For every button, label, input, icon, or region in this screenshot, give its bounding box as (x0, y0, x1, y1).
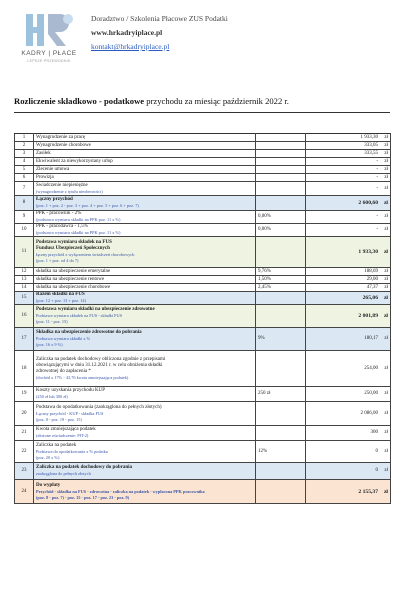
row-number: 19 (15, 387, 34, 402)
row-amount: 2 155,37 (358, 488, 378, 495)
row-amount-cell (306, 284, 391, 292)
row-rate (256, 351, 306, 387)
row-rate (256, 166, 306, 174)
row-description (34, 276, 256, 284)
row-amount: - (376, 166, 378, 172)
currency-label: zł (384, 410, 388, 416)
row-rate (256, 402, 306, 426)
row-number: 22 (15, 441, 34, 463)
row-label: składka na ubezpieczenie rentowe (36, 276, 105, 282)
row-number: 13 (15, 276, 34, 284)
currency-label: zł (384, 468, 388, 473)
currency-label: zł (383, 200, 388, 206)
row-description (34, 328, 256, 351)
row-formula: (poz. 12 + poz. 13 + poz. 14) (36, 298, 86, 303)
row-amount: - (376, 158, 378, 164)
row-amount-cell (306, 387, 391, 402)
table-row (15, 463, 391, 480)
row-amount: 188,69 (364, 268, 378, 274)
table-row (15, 351, 391, 387)
table-row (15, 142, 391, 150)
row-amount-cell (306, 441, 391, 463)
row-number: 18 (15, 351, 34, 387)
row-label-2: Fundusz Ubezpieczeń Społecznych (36, 246, 110, 251)
row-number: 8 (15, 196, 34, 211)
title-divider (14, 112, 390, 113)
row-description (34, 351, 256, 387)
row-description (34, 463, 256, 480)
row-description (34, 158, 256, 166)
table-row (15, 150, 391, 158)
currency-label: zł (384, 174, 388, 180)
row-amount: 300 (370, 430, 378, 435)
row-amount-cell (306, 328, 391, 351)
row-number: 14 (15, 284, 34, 292)
row-amount: 254,00 (364, 365, 378, 371)
row-amount: 2 001,89 (358, 313, 378, 319)
row-amount: 250,00 (364, 391, 378, 396)
calculation-table (14, 133, 391, 504)
row-number: 20 (15, 402, 34, 426)
row-number: 17 (15, 328, 34, 351)
row-number: 15 (15, 292, 34, 305)
row-amount: 0 (375, 468, 378, 473)
row-label: Razem składki na FUS (36, 292, 85, 297)
row-formula-2: (poz. 20 x %) (36, 454, 60, 460)
row-rate (256, 134, 306, 142)
row-number: 7 (15, 182, 34, 196)
row-label: Zaliczka na podatek dochodowy obliczona zgodnie z przepisami (36, 356, 166, 362)
document-title (14, 96, 394, 106)
row-amount-cell (306, 305, 391, 328)
row-amount-cell (306, 142, 391, 150)
currency-label: zł (384, 276, 388, 282)
row-rate (256, 426, 306, 441)
row-description (34, 387, 256, 402)
row-amount-cell (306, 268, 391, 276)
row-number: 16 (15, 305, 34, 328)
row-number: 6 (15, 174, 34, 182)
row-label: składka na ubezpieczenie emerytalne (36, 268, 111, 274)
table-row (15, 328, 391, 351)
row-number: 23 (15, 463, 34, 480)
row-formula: (podstawa wymiaru składki na PPK poz. 11 x %) (36, 217, 121, 222)
row-formula: Podstawa do opodatkowania x % podatku (36, 448, 108, 454)
table-row (15, 387, 391, 402)
row-amount-cell (306, 134, 391, 142)
row-amount: 265,06 (362, 295, 378, 301)
table-row (15, 276, 391, 284)
row-amount: 2 086,00 (360, 410, 378, 416)
email-link[interactable]: kontakt@hrkadryiplace.pl (91, 42, 170, 51)
row-number: 24 (15, 480, 34, 504)
row-amount: 333,05 (364, 142, 378, 148)
row-formula-2: (poz. 11 - poz. 15) (36, 319, 68, 324)
row-label: Zaliczka na podatek dochodowy do pobrania (36, 465, 132, 470)
currency-label: zł (384, 268, 388, 274)
row-label: Podstawa wymiaru składek na FUS (36, 240, 112, 245)
table-row (15, 224, 391, 237)
row-formula-2: (poz. 1 + poz. od 4 do 7) (36, 258, 79, 263)
row-number: 1 (15, 134, 34, 142)
header (14, 10, 394, 68)
table-row (15, 441, 391, 463)
row-amount-cell (306, 174, 391, 182)
row-amount-cell (306, 150, 391, 158)
currency-label: zł (384, 227, 388, 232)
row-label: Łączny przychód (36, 197, 73, 202)
row-amount-cell (306, 158, 391, 166)
row-description (34, 142, 256, 150)
row-formula-2: (poz. 8 - poz. 7) - poz. 15 - poz. 17 - poz. 23 - poz. 9) (36, 494, 130, 500)
table-row (15, 268, 391, 276)
table-row (15, 166, 391, 174)
row-rate: 0,00% (256, 224, 306, 237)
row-amount: - (376, 174, 378, 180)
currency-label: zł (384, 284, 388, 290)
logo-wordmark: KADRY | PŁACE (21, 50, 77, 57)
currency-label: zł (384, 150, 388, 156)
row-description (34, 211, 256, 224)
row-formula: (podstawa wymiaru składki na PPK poz. 11 x %) (36, 230, 121, 235)
row-description (34, 166, 256, 174)
row-number: 12 (15, 268, 34, 276)
row-amount-cell (306, 166, 391, 174)
row-label: Kwota zmniejszająca podatek (36, 427, 96, 432)
table-row (15, 305, 391, 328)
row-description (34, 480, 256, 504)
row-amount: 333,55 (364, 150, 378, 156)
row-label: Wynagrodzenie za pracę (36, 134, 86, 140)
row-rate (256, 196, 306, 211)
row-rate (256, 174, 306, 182)
row-description (34, 305, 256, 328)
row-amount: - (376, 185, 378, 191)
currency-label: zł (384, 166, 388, 172)
row-description (34, 196, 256, 211)
currency-label: zł (383, 295, 388, 301)
row-label: Wynagrodzenie chorobowe (36, 142, 91, 148)
row-label: Ekwiwalent za niewykorzystany urlop (36, 158, 113, 164)
row-amount: 47,37 (366, 284, 378, 290)
row-description (34, 426, 256, 441)
row-description (34, 441, 256, 463)
row-label: Zlecenie umowa (36, 166, 70, 172)
row-number: 4 (15, 158, 34, 166)
row-label: Zaliczka na podatek (36, 442, 77, 448)
row-number: 2 (15, 142, 34, 150)
table-row (15, 284, 391, 292)
row-formula-2: (poz. 16 x 9 %) (36, 342, 63, 347)
row-rate (256, 305, 306, 328)
row-rate: 9% (256, 328, 306, 351)
table-row (15, 480, 391, 504)
currency-label: zł (384, 448, 388, 454)
row-label-2: obowiązującymi w dniu 31.12.2021 r. w celu obniżenia składki (36, 362, 163, 368)
row-description (34, 134, 256, 142)
row-formula: (poz. 1 + poz. 2 - poz. 3 + poz. 4 + poz. 5 + poz. 6 + poz. 7) (36, 203, 139, 208)
currency-label: zł (384, 185, 388, 191)
row-rate: 1,50% (256, 276, 306, 284)
row-description (34, 292, 256, 305)
row-description (34, 284, 256, 292)
row-number: 10 (15, 224, 34, 237)
row-label: Zasiłek (36, 150, 51, 156)
row-number: 11 (15, 237, 34, 268)
company-logo (14, 10, 84, 66)
row-formula: (wynagrodzenie z tytułu nieobecności) (36, 188, 103, 194)
row-formula: (250 zł lub 300 zł) (36, 394, 68, 399)
row-number: 21 (15, 426, 34, 441)
currency-label: zł (383, 313, 388, 319)
currency-label: zł (383, 249, 388, 255)
table-row (15, 426, 391, 441)
row-rate: 0,00% (256, 211, 306, 224)
row-label: PPK - pracodawca - 1,5% (36, 224, 88, 229)
table-row (15, 292, 391, 305)
row-rate (256, 292, 306, 305)
row-formula: Podstawa wymiaru składek na FUS - składki FUS (36, 313, 123, 318)
row-amount-cell (306, 463, 391, 480)
row-amount: 29,00 (366, 276, 378, 282)
row-formula: zaokrąglona do pełnych złotych (36, 471, 91, 476)
row-label-3: zdrowotnej do zapłacenia * (36, 368, 91, 374)
row-label: Składka na ubezpieczenie zdrowotne do pobrania (36, 330, 142, 335)
row-formula-2: (poz. 8 - poz. 19 - poz. 15) (36, 416, 82, 422)
row-amount: 2 600,60 (358, 200, 378, 206)
row-description (34, 174, 256, 182)
row-description (34, 182, 256, 196)
row-amount: - (376, 227, 378, 232)
currency-label: zł (384, 365, 388, 371)
row-label: PPK - pracownik - 2% (36, 211, 82, 216)
currency-label: zł (384, 158, 388, 164)
currency-label: zł (384, 391, 388, 396)
row-label: Świadczenie niepieniężne (36, 182, 88, 188)
currency-label: zł (384, 142, 388, 148)
row-amount: - (376, 214, 378, 219)
table-row (15, 211, 391, 224)
table-row (15, 196, 391, 211)
table-row (15, 182, 391, 196)
row-amount-cell (306, 351, 391, 387)
row-amount-cell (306, 276, 391, 284)
row-amount-cell (306, 426, 391, 441)
row-label: Do wypłaty (36, 482, 61, 488)
row-amount-cell (306, 292, 391, 305)
row-label: Prowizja (36, 174, 54, 180)
logo-tagline: LEPSZE PRZEWODNIK (27, 59, 71, 63)
row-description (34, 268, 256, 276)
row-label: składka na ubezpieczenie chorobowe (36, 284, 111, 290)
row-rate (256, 237, 306, 268)
row-rate (256, 463, 306, 480)
table-row (15, 237, 391, 268)
row-rate: 12% (256, 441, 306, 463)
row-amount-cell (306, 237, 391, 268)
row-formula: łączny przychód z wyłączeniem świadczeń chorobowych (36, 252, 135, 257)
row-number: 3 (15, 150, 34, 158)
table-row (15, 134, 391, 142)
contact-services: Doradztwo / Szkolenia Płacowe ZUS Podatki (91, 14, 228, 23)
hr-logo-icon (22, 10, 76, 50)
row-rate (256, 150, 306, 158)
row-description (34, 224, 256, 237)
currency-label: zł (384, 336, 388, 341)
row-amount: 1 933,30 (358, 249, 378, 255)
row-amount: 180,17 (364, 336, 378, 341)
row-rate: 250 zł (256, 387, 306, 402)
row-amount: 1 933,30 (360, 134, 378, 140)
row-amount-cell (306, 196, 391, 211)
row-number: 5 (15, 166, 34, 174)
row-number: 9 (15, 211, 34, 224)
row-rate (256, 158, 306, 166)
currency-label: zł (384, 430, 388, 435)
row-formula: Łączny przychód - KUP - składka FUS (36, 410, 104, 416)
row-amount: 0 (375, 448, 378, 454)
row-formula: (złożone oświadczenie: PIT-2) (36, 433, 89, 438)
row-formula: (dochód x 17% - 43,76 kwota zmniejszająca podatek) (36, 374, 129, 380)
row-amount-cell (306, 211, 391, 224)
currency-label: zł (384, 134, 388, 140)
row-rate: 2,45% (256, 284, 306, 292)
title-rest: przychodu za miesiąc październik 2022 r. (144, 96, 289, 106)
table-row (15, 158, 391, 166)
title-bold: Rozliczenie składkowo - podatkowe (14, 96, 145, 106)
row-description (34, 237, 256, 268)
row-amount-cell (306, 224, 391, 237)
row-label: Podstawa do opodatkowania (zaokrąglona do pełnych złotych) (36, 404, 162, 410)
row-rate: 9,76% (256, 268, 306, 276)
row-amount-cell (306, 182, 391, 196)
currency-label: zł (384, 214, 388, 219)
row-rate (256, 142, 306, 150)
row-label: Koszty uzyskania przychodu KUP (36, 388, 106, 393)
row-description (34, 402, 256, 426)
row-rate (256, 182, 306, 196)
table-row (15, 174, 391, 182)
contact-info (91, 12, 228, 54)
currency-label: zł (383, 488, 388, 495)
row-amount-cell (306, 480, 391, 504)
row-formula: Przychód - składka na FUS - zdrowotna - zaliczka na podatek - wypłacona PPK pracownika (36, 488, 205, 494)
row-description (34, 150, 256, 158)
row-rate (256, 480, 306, 504)
row-label: Podstawa wymiaru składki na ubezpieczenie zdrowotne (36, 307, 155, 312)
row-formula: Podstawa wymiaru składki x % (36, 336, 91, 341)
row-amount-cell (306, 402, 391, 426)
table-row (15, 402, 391, 426)
website-link[interactable]: www.hrkadryiplace.pl (91, 28, 163, 37)
